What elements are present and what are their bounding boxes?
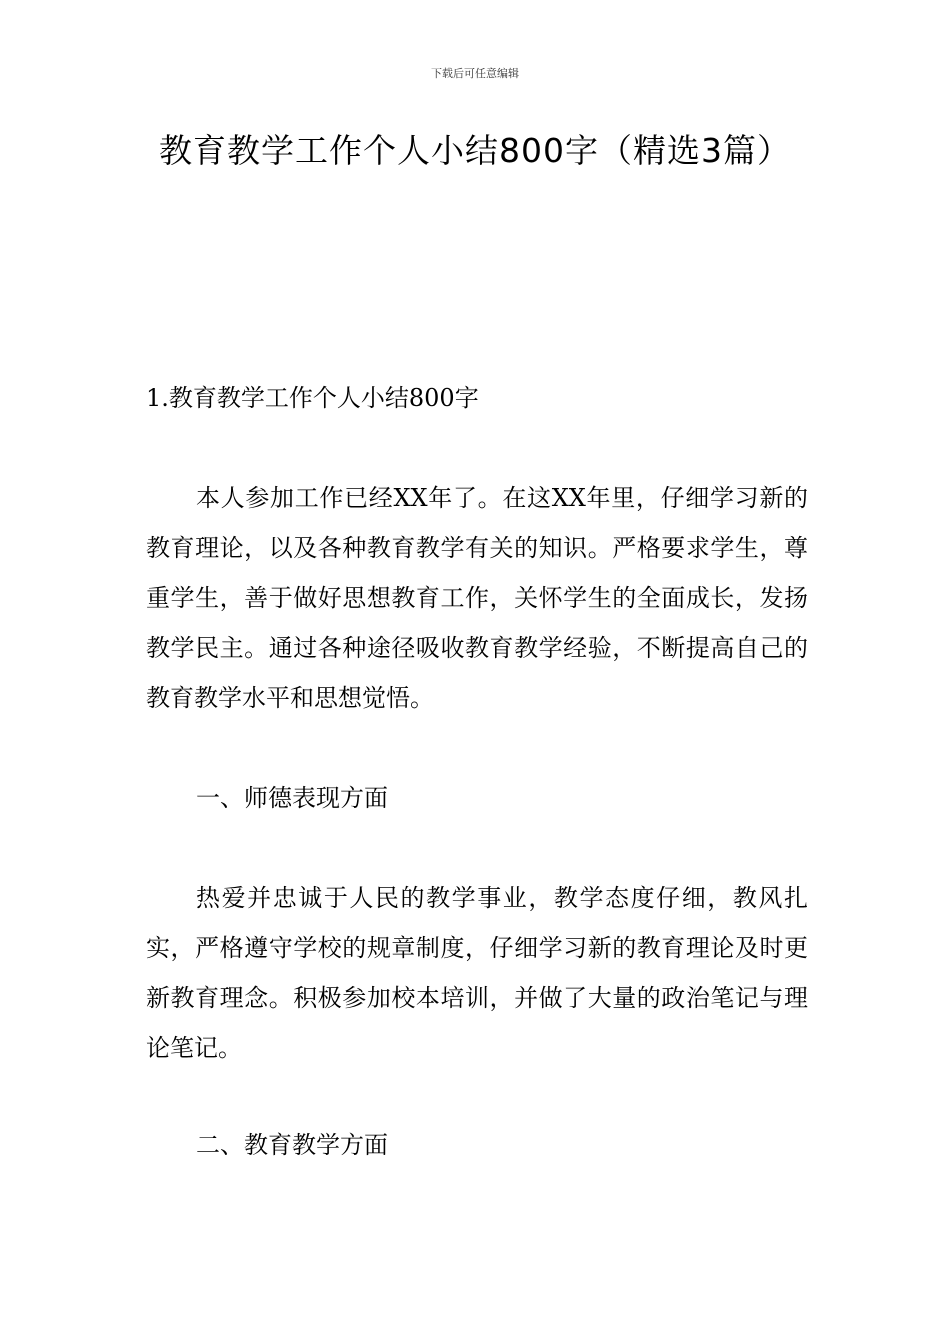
paragraph-ethics: 热爱并忠诚于人民的教学事业，教学态度仔细，教风扎实，严格遵守学校的规章制度，仔细学习新的教育理论及时更新教育理念。积极参加校本培训，并做了大量的政治笔记与理论笔记。 (146, 884, 808, 1062)
header-note: 下载后可任意编辑 (431, 67, 519, 80)
subheading-teaching: 二、教育教学方面 (196, 1131, 388, 1159)
document-title: 教育教学工作个人小结800字（精选3篇） (159, 131, 791, 170)
subheading-ethics: 一、师德表现方面 (196, 784, 388, 812)
section-heading: 1.教育教学工作个人小结800字 (146, 384, 479, 412)
paragraph-intro: 本人参加工作已经XX年了。在这XX年里，仔细学习新的教育理论，以及各种教育教学有关的知识。严格要求学生，尊重学生，善于做好思想教育工作，关怀学生的全面成长，发扬教学民主。通过各种途径吸收教育教学经验，不断提高自己的教育教学水平和思想觉悟。 (146, 484, 808, 712)
